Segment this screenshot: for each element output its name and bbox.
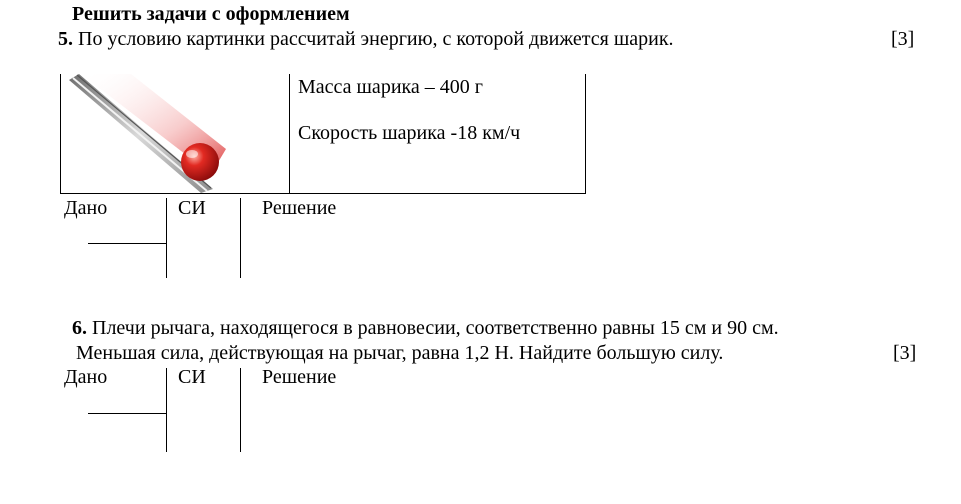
task-5-si-solution-divider <box>240 198 241 278</box>
task-5-si-header: СИ <box>178 197 206 219</box>
task-5-given-header: Дано <box>64 197 108 219</box>
task-5-number: 5. <box>58 28 73 50</box>
task-5-text: По условию картинки рассчитай энергию, с которой движется шарик. <box>78 28 674 50</box>
ball-on-rail-image <box>61 74 289 193</box>
task-6-text-1: Плечи рычага, находящегося в равновесии, соответственно равны 15 см и 90 см. <box>92 317 779 339</box>
task-6-statement-line-2: Меньшая сила, действующая на рычаг, равна 1,2 Н. Найдите большую силу. <box>76 342 724 364</box>
task-6-statement-line-1 <box>72 317 779 340</box>
figure-divider <box>289 74 290 194</box>
task-6-number: 6. <box>72 317 87 339</box>
task-6-given-underline <box>88 413 166 414</box>
task-6-given-si-divider <box>166 368 167 452</box>
ball-mass-label: Масса шарика – 400 г <box>298 76 484 98</box>
task-6-si-solution-divider <box>240 368 241 452</box>
task-5-given-underline <box>88 243 166 244</box>
task-6-solution-header: Решение <box>262 366 337 388</box>
figure-bottom-border <box>60 193 586 194</box>
task-5-statement <box>58 28 674 51</box>
task-6-marks: [3] <box>893 342 917 364</box>
figure-right-border <box>585 74 586 194</box>
task-6-si-header: СИ <box>178 366 206 388</box>
ball-rolling-icon <box>61 74 289 193</box>
task-5-solution-header: Решение <box>262 197 337 219</box>
ball-speed-label: Скорость шарика -18 км/ч <box>298 122 521 144</box>
task-5-marks: [3] <box>891 28 915 50</box>
section-heading: Решить задачи с оформлением <box>72 3 350 25</box>
task-5-given-si-divider <box>166 198 167 278</box>
task-6-given-header: Дано <box>64 366 108 388</box>
